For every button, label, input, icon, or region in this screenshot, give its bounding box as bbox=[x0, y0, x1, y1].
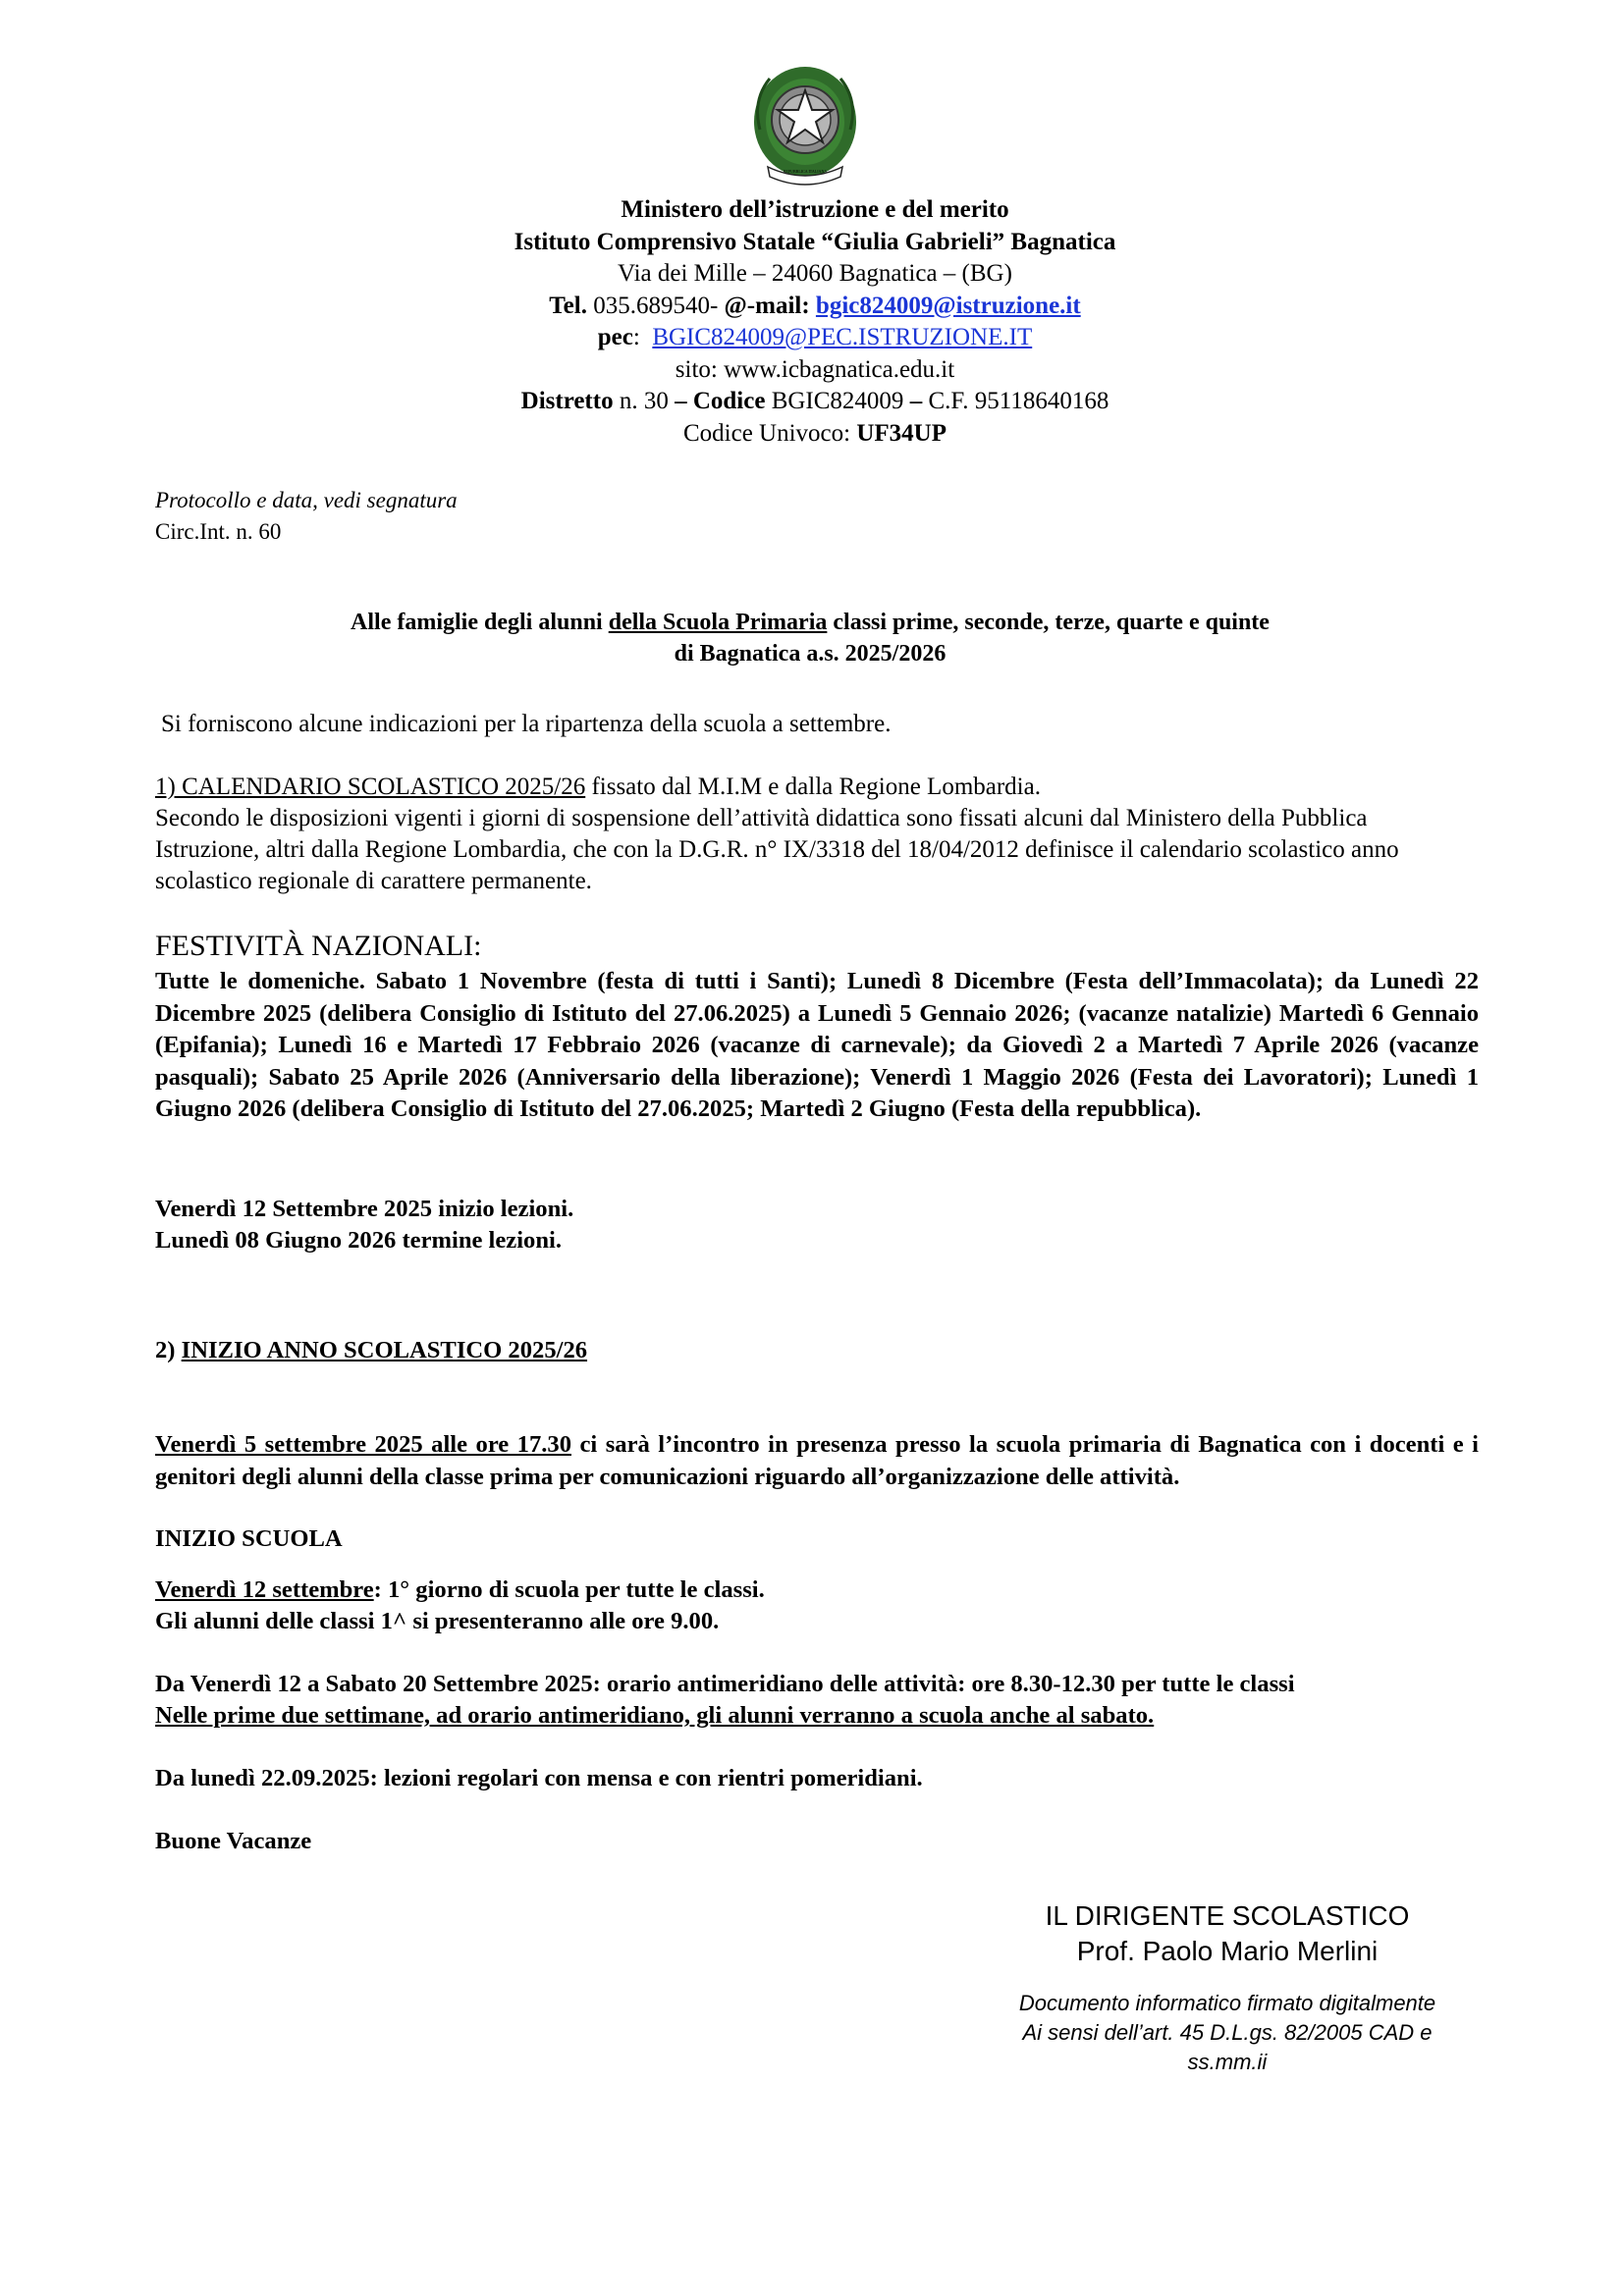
first-day-text: : 1° giorno di scuola per tutte le classi. bbox=[373, 1576, 765, 1603]
italian-republic-emblem-icon bbox=[746, 61, 864, 188]
schedule-line2: Nelle prime due settimane, ad orario antimeridiano, gli alunni verranno a scuola anche al sabato. bbox=[155, 1702, 1155, 1729]
signer-name: Prof. Paolo Mario Merlini bbox=[1076, 1936, 1379, 1966]
circular-number: Circ.Int. n. 60 bbox=[155, 519, 282, 544]
distretto-label: Distretto bbox=[520, 388, 614, 414]
ministry-name: Ministero dell’istruzione e del merito bbox=[621, 196, 1009, 223]
signature-block bbox=[982, 1898, 1473, 1969]
holidays-list: Tutte le domeniche. Sabato 1 Novembre (festa di tutti i Santi); Lunedì 8 Dicembre (Festa dell’Immacolata); da Lunedì 22 Dicembre 2025 (delibera Consiglio di Istituto del 27.06.2025) a Lunedì 5 Gennaio 2026; (vacanze natalizie) Martedì 6 Gennaio (Epifania); Lunedì 16 e Martedì 17 Febbraio 2026 (vacanze di carnevale); da Giovedì 2 a Martedì 7 Aprile 2026 (vacanze pasquali); Sabato 25 Aprile 2026 (Anniversario della liberazione); Venerdì 1 Maggio 2026 (Festa dei Lavoratori); Lunedì 1 Giugno 2026 (delibera Consiglio di Istituto del 27.06.2025; Martedì 2 Giugno (Festa della repubblica). bbox=[155, 968, 1479, 1122]
univoco-value: UF34UP bbox=[856, 419, 947, 447]
digital-signature-note: Documento informatico firmato digitalmente Ai sensi dell’art. 45 D.L.gs. 82/2005 CAD e ss.mm.ii bbox=[1018, 1991, 1436, 2074]
holidays-title: FESTIVITÀ NAZIONALI: bbox=[155, 930, 482, 962]
morning-schedule bbox=[155, 1669, 1490, 1732]
contact-line: Tel. 035.689540- @-mail: bgic824009@istruzione.it bbox=[549, 292, 1081, 319]
emblem-ribbon-text: REPUBBLICA ITALIANA bbox=[783, 169, 828, 174]
closing-greeting: Buone Vacanze bbox=[155, 1828, 312, 1854]
institute-address: Via dei Mille – 24060 Bagnatica – (BG) bbox=[618, 260, 1012, 287]
section1-body: Secondo le disposizioni vigenti i giorni di sospensione dell’attività didattica sono fissati alcuni dal Ministero della Pubblica Istruzione, altri dalla Regione Lombardia, che con la D.G.R. n° IX/3318 del 18/04/2012 definisce il calendario scolastico anno scolastico regionale di carattere permanente. bbox=[155, 805, 1399, 894]
addressee-part3: classi prime, seconde, terze, quarte e quinte bbox=[827, 610, 1270, 635]
univoco-line bbox=[324, 418, 1306, 451]
codes-line: Distretto n. 30 – Codice BGIC824009 – C.F. 95118640168 bbox=[520, 388, 1109, 414]
institute-name: Istituto Comprensivo Statale “Giulia Gabrieli” Bagnatica bbox=[514, 228, 1116, 255]
first-day-info bbox=[155, 1575, 765, 1637]
section1-heading: 1) CALENDARIO SCOLASTICO 2025/26 bbox=[155, 774, 586, 800]
letterhead bbox=[324, 194, 1306, 450]
parents-meeting bbox=[155, 1429, 1479, 1493]
univoco-label: Codice Univoco: bbox=[682, 419, 851, 447]
codice-value: BGIC824009 bbox=[771, 388, 904, 414]
addressee bbox=[196, 607, 1424, 669]
pec-line: pec: BGIC824009@PEC.ISTRUZIONE.IT bbox=[597, 324, 1033, 350]
lessons-start: Venerdì 12 Settembre 2025 inizio lezioni. bbox=[155, 1196, 574, 1222]
first-class-time: Gli alunni delle classi 1^ si presenteranno alle ore 9.00. bbox=[155, 1608, 720, 1634]
addressee-line2: di Bagnatica a.s. 2025/2026 bbox=[674, 641, 947, 667]
lessons-end: Lunedì 08 Giugno 2026 termine lezioni. bbox=[155, 1227, 563, 1254]
addressee-part1: Alle famiglie degli alunni bbox=[351, 610, 609, 635]
meeting-text: ci sarà l’incontro in presenza presso la scuola primaria di Bagnatica con i docenti e i genitori degli alunni della classe prima per comunicazioni riguardo all’organizzazione delle attività. bbox=[155, 1431, 1479, 1490]
codice-label: Codice bbox=[692, 388, 766, 414]
website: sito: www.icbagnatica.edu.it bbox=[675, 355, 955, 383]
pec-link[interactable]: BGIC824009@PEC.ISTRUZIONE.IT bbox=[652, 324, 1033, 350]
lesson-dates bbox=[155, 1194, 573, 1256]
schedule-line1: Da Venerdì 12 a Sabato 20 Settembre 2025: orario antimeridiano delle attività: ore 8.30-12.30 per tutte le classi bbox=[155, 1671, 1295, 1697]
school-start-heading: INIZIO SCUOLA bbox=[155, 1525, 343, 1552]
distretto-value: n. 30 bbox=[619, 388, 669, 414]
section2-heading: 2) INIZIO ANNO SCOLASTICO 2025/26 bbox=[155, 1337, 588, 1363]
tel-value: 035.689540- bbox=[593, 292, 719, 319]
section1-heading-tail: fissato dal M.I.M e dalla Regione Lombardia. bbox=[585, 774, 1041, 800]
email-link[interactable]: bgic824009@istruzione.it bbox=[815, 292, 1081, 319]
pec-label: pec bbox=[597, 324, 633, 350]
section-calendar bbox=[155, 772, 1471, 897]
intro-paragraph: Si forniscono alcune indicazioni per la ripartenza della scuola a settembre. bbox=[161, 711, 892, 737]
regular-lessons: Da lunedì 22.09.2025: lezioni regolari con mensa e con rientri pomeridiani. bbox=[155, 1765, 923, 1791]
signer-role: IL DIRIGENTE SCOLASTICO bbox=[1045, 1900, 1410, 1931]
email-label: @-mail bbox=[724, 292, 802, 319]
addressee-school: della Scuola Primaria bbox=[608, 610, 828, 635]
protocol-block bbox=[155, 485, 458, 548]
fiscal-code: C.F. 95118640168 bbox=[928, 388, 1109, 414]
protocol-note: Protocollo e data, vedi segnatura bbox=[155, 488, 458, 512]
first-day-date: Venerdì 12 settembre bbox=[155, 1576, 374, 1603]
tel-label: Tel. bbox=[549, 292, 587, 319]
meeting-date: Venerdì 5 settembre 2025 alle ore 17.30 bbox=[155, 1431, 572, 1458]
